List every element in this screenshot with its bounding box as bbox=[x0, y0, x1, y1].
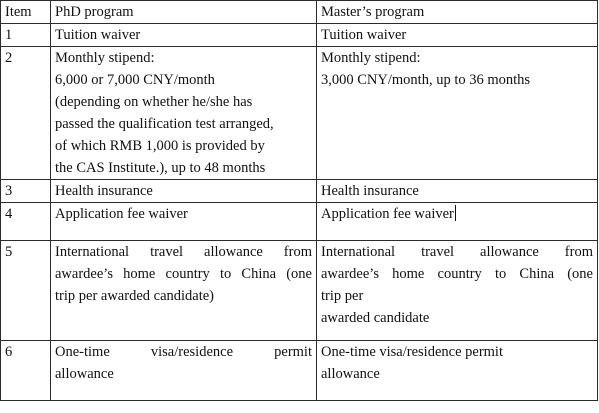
item-number: 4 bbox=[1, 203, 51, 241]
cell-text: International travel allowance from bbox=[55, 244, 312, 260]
cell-text: allowance bbox=[321, 366, 380, 382]
table-row bbox=[1, 241, 598, 341]
item-number: 1 bbox=[1, 24, 51, 47]
master-cell bbox=[317, 180, 598, 203]
cell-text: Health insurance bbox=[55, 183, 153, 199]
table-header-row bbox=[1, 1, 598, 24]
cell-text: Application fee waiver bbox=[55, 206, 188, 222]
cell-text: Monthly stipend: bbox=[55, 50, 155, 66]
cell-text: One-time visa/residence permit bbox=[55, 344, 312, 360]
master-cell bbox=[317, 24, 598, 47]
cell-text: One-time visa/residence permit bbox=[321, 344, 503, 360]
cell-text: 6,000 or 7,000 CNY/month bbox=[55, 72, 215, 88]
table-row bbox=[1, 203, 598, 241]
phd-cell bbox=[51, 47, 317, 180]
cell-text: trip per bbox=[321, 288, 364, 304]
item-number: 6 bbox=[1, 341, 51, 401]
phd-cell bbox=[51, 341, 317, 401]
cell-text: awardee’s home country to China (one bbox=[321, 266, 593, 282]
cell-text: (depending on whether he/she has bbox=[55, 94, 253, 110]
phd-cell bbox=[51, 24, 317, 47]
cell-text: Tuition waiver bbox=[55, 27, 141, 43]
master-cell bbox=[317, 241, 598, 341]
table-row bbox=[1, 24, 598, 47]
table-row bbox=[1, 341, 598, 401]
text-cursor bbox=[455, 205, 456, 221]
cell-text: the CAS Institute.), up to 48 months bbox=[55, 160, 266, 176]
master-cell[interactable] bbox=[317, 203, 598, 241]
cell-text: Monthly stipend: bbox=[321, 50, 421, 66]
cell-text: Health insurance bbox=[321, 183, 419, 199]
cell-text: awardee’s home country to China (one bbox=[55, 266, 312, 282]
cell-text: Tuition waiver bbox=[321, 27, 407, 43]
cell-text-with-caret[interactable] bbox=[321, 203, 593, 225]
master-cell bbox=[317, 47, 598, 180]
header-item: Item bbox=[1, 1, 51, 24]
phd-cell bbox=[51, 241, 317, 341]
phd-cell bbox=[51, 180, 317, 203]
cell-text: passed the qualification test arranged, bbox=[55, 116, 274, 132]
table-row bbox=[1, 47, 598, 180]
master-cell bbox=[317, 341, 598, 401]
item-number: 3 bbox=[1, 180, 51, 203]
cell-text: International travel allowance from bbox=[321, 244, 593, 260]
cell-text: of which RMB 1,000 is provided by bbox=[55, 138, 265, 154]
cell-text: Application fee waiver bbox=[321, 206, 454, 222]
phd-cell bbox=[51, 203, 317, 241]
cell-text: allowance bbox=[55, 366, 114, 382]
item-number: 2 bbox=[1, 47, 51, 180]
item-number: 5 bbox=[1, 241, 51, 341]
cell-text: 3,000 CNY/month, up to 36 months bbox=[321, 72, 531, 88]
cell-text: awarded candidate bbox=[321, 310, 430, 326]
cell-text: trip per awarded candidate) bbox=[55, 288, 215, 304]
header-phd-program: PhD program bbox=[51, 1, 317, 24]
table-row bbox=[1, 180, 598, 203]
header-masters-program: Master’s program bbox=[317, 1, 598, 24]
